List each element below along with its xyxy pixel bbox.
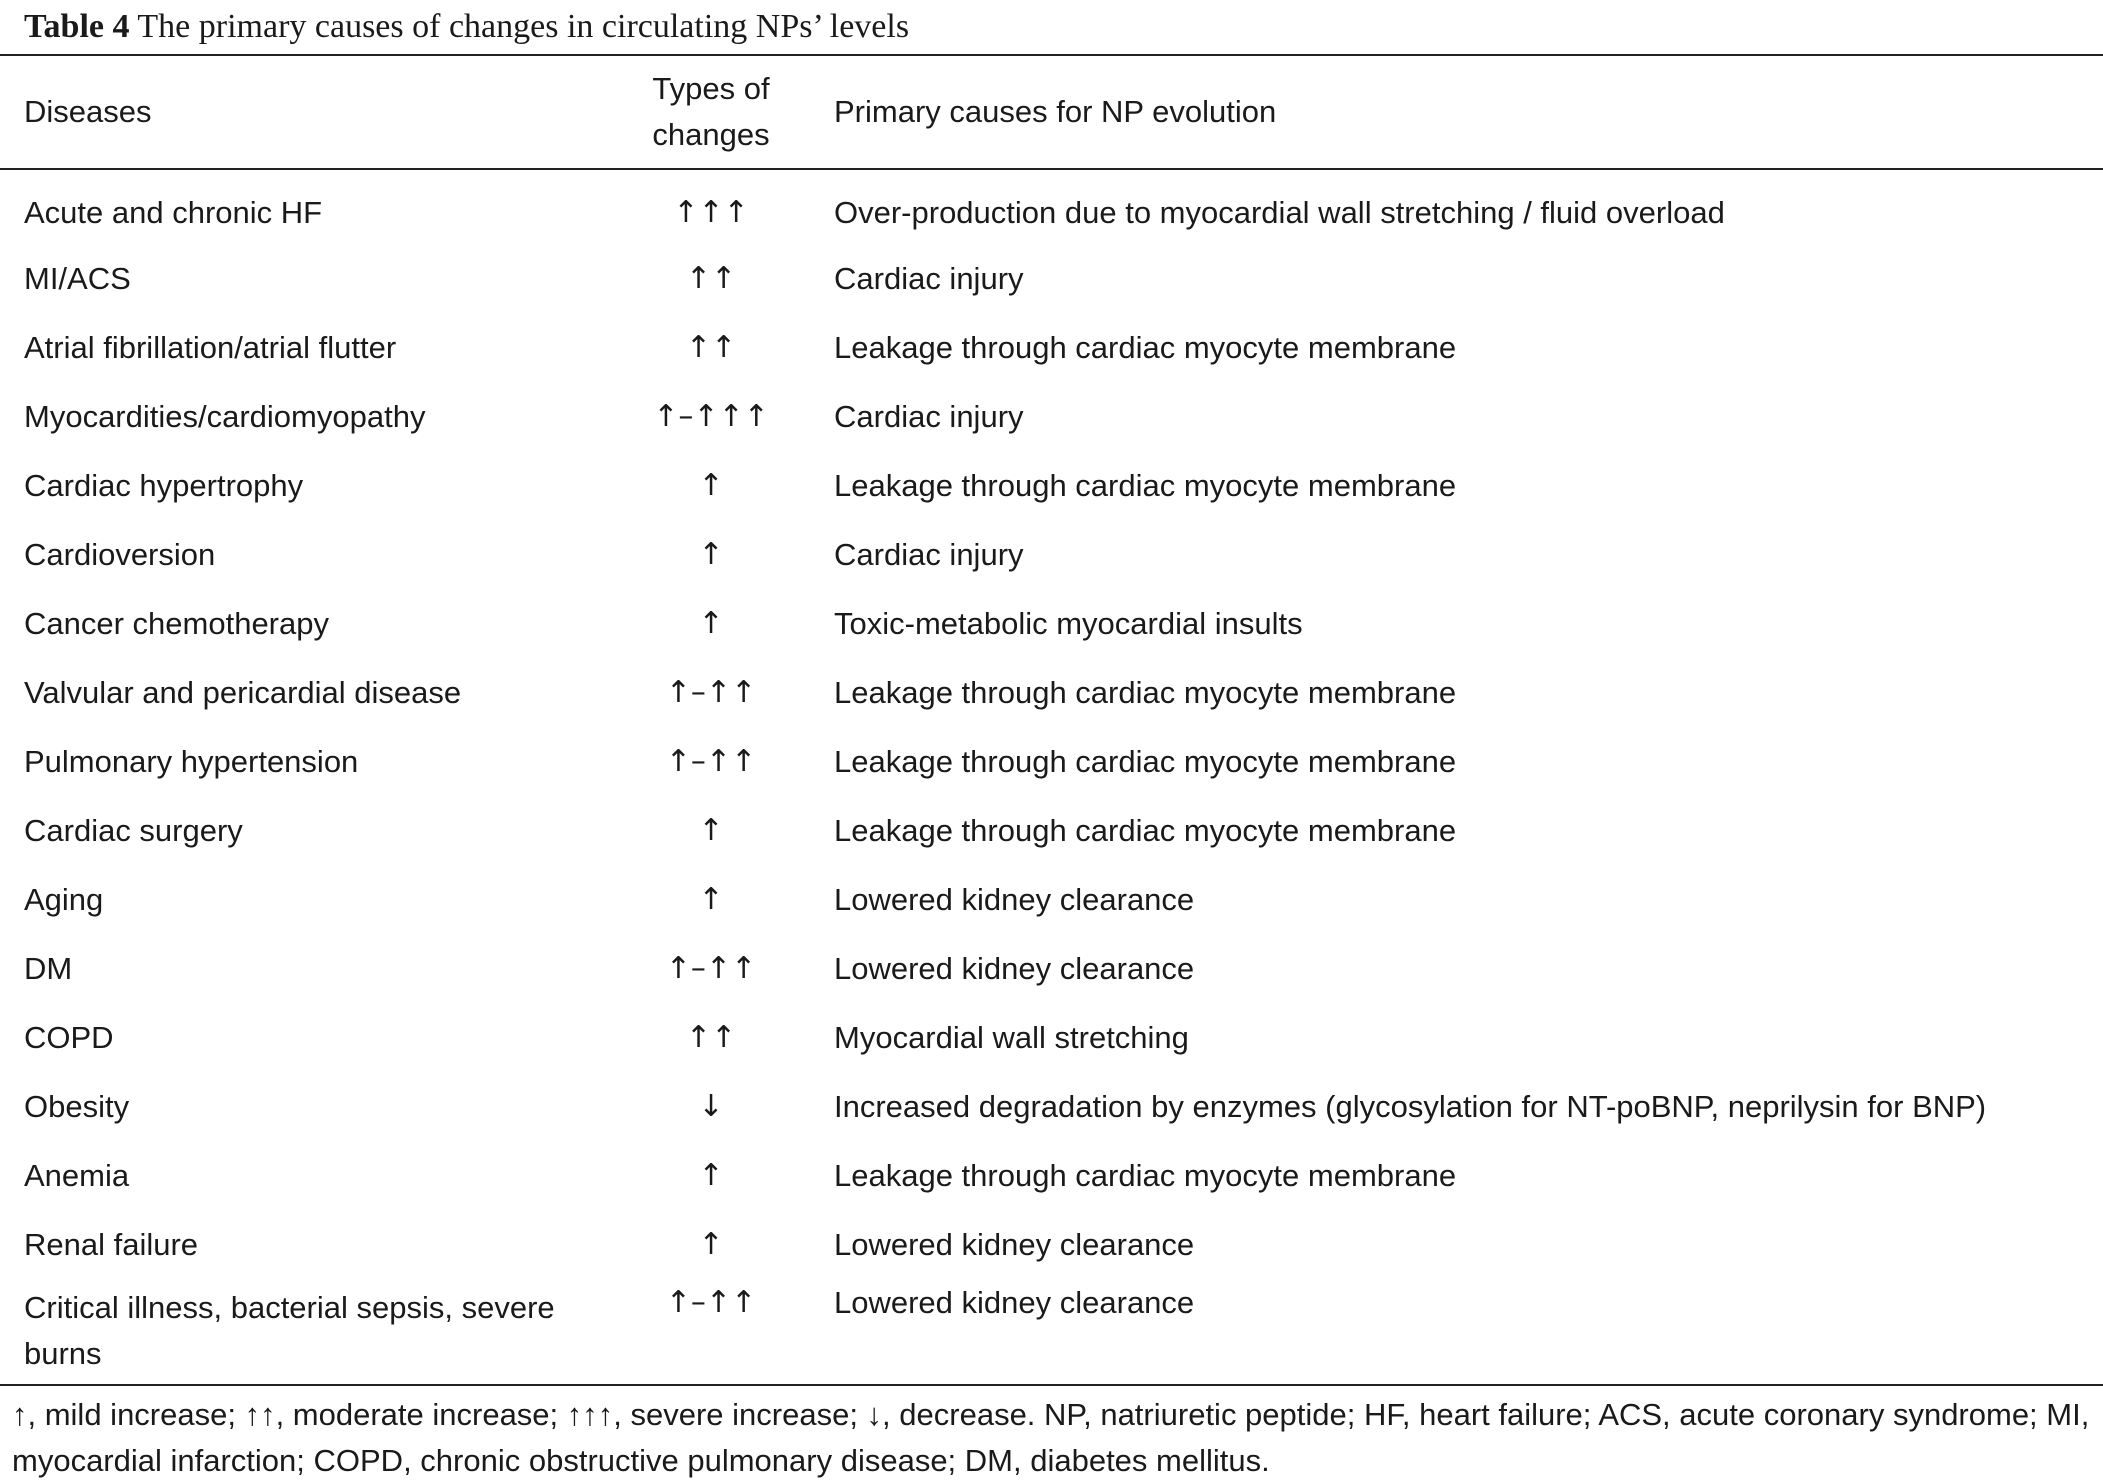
change-type-cell: ↓ bbox=[698, 1089, 724, 1124]
primary-cause-cell: Lowered kidney clearance bbox=[834, 1226, 1195, 1262]
table-row bbox=[0, 1279, 2103, 1385]
primary-cause-cell: Cardiac injury bbox=[834, 260, 1024, 296]
header-primary-causes: Primary causes for NP evolution bbox=[834, 94, 1277, 129]
table-row bbox=[0, 1003, 2103, 1072]
change-type-cell: ↑ bbox=[698, 537, 724, 572]
change-type-cell: ↑ bbox=[698, 1158, 724, 1193]
primary-cause-cell: Leakage through cardiac myocyte membrane bbox=[834, 1157, 1457, 1193]
primary-cause-cell: Cardiac injury bbox=[834, 398, 1024, 434]
table-row bbox=[0, 1210, 2103, 1279]
table-row bbox=[0, 589, 2103, 658]
disease-cell: Pulmonary hypertension bbox=[24, 743, 359, 779]
header-row bbox=[0, 57, 2103, 167]
table-row bbox=[0, 865, 2103, 934]
disease-cell: Acute and chronic HF bbox=[24, 194, 323, 230]
top-rule bbox=[0, 54, 2103, 56]
primary-cause-cell: Increased degradation by enzymes (glycosylation for NT-poBNP, neprilysin for BNP) bbox=[834, 1088, 1987, 1124]
change-type-cell: ↑ bbox=[698, 813, 724, 848]
table-row bbox=[0, 658, 2103, 727]
primary-cause-cell: Lowered kidney clearance bbox=[834, 950, 1195, 986]
change-type-cell: ↑ bbox=[698, 882, 724, 917]
table-row bbox=[0, 451, 2103, 520]
primary-cause-cell: Leakage through cardiac myocyte membrane bbox=[834, 467, 1457, 503]
table-body bbox=[0, 167, 2103, 1385]
disease-cell: Aging bbox=[24, 881, 104, 917]
disease-cell: DM bbox=[24, 950, 73, 986]
change-type-cell: ↑–↑↑ bbox=[665, 951, 757, 986]
table-caption bbox=[24, 4, 909, 50]
disease-cell: Cardioversion bbox=[24, 536, 216, 572]
table-row bbox=[0, 1072, 2103, 1141]
table-row bbox=[0, 934, 2103, 1003]
primary-cause-cell: Lowered kidney clearance bbox=[834, 881, 1195, 917]
disease-cell: Obesity bbox=[24, 1088, 130, 1124]
primary-cause-cell: Lowered kidney clearance bbox=[834, 1285, 1195, 1320]
table-row bbox=[0, 796, 2103, 865]
table-row bbox=[0, 244, 2103, 313]
table-row bbox=[0, 1141, 2103, 1210]
change-type-cell: ↑ bbox=[698, 606, 724, 641]
change-type-cell: ↑–↑↑ bbox=[665, 744, 757, 779]
table-row bbox=[0, 313, 2103, 382]
change-type-cell: ↑↑↑ bbox=[673, 195, 749, 230]
disease-cell: Critical illness, bacterial sepsis, severe burns bbox=[24, 1290, 555, 1371]
primary-cause-cell: Leakage through cardiac myocyte membrane bbox=[834, 329, 1457, 365]
table-row bbox=[0, 382, 2103, 451]
change-type-cell: ↑ bbox=[698, 468, 724, 503]
change-type-cell: ↑↑ bbox=[685, 1020, 737, 1055]
change-type-cell: ↑–↑↑ bbox=[665, 675, 757, 710]
primary-cause-cell: Cardiac injury bbox=[834, 536, 1024, 572]
header-diseases: Diseases bbox=[24, 94, 152, 129]
header-types-text: Types of changes bbox=[652, 71, 770, 152]
primary-cause-cell: Leakage through cardiac myocyte membrane bbox=[834, 674, 1457, 710]
primary-cause-cell: Myocardial wall stretching bbox=[834, 1019, 1189, 1055]
disease-cell: Cardiac hypertrophy bbox=[24, 467, 304, 503]
header-types-of-changes bbox=[600, 57, 822, 167]
disease-cell: Atrial fibrillation/atrial flutter bbox=[24, 329, 397, 365]
disease-cell: COPD bbox=[24, 1019, 114, 1055]
disease-cell: Cardiac surgery bbox=[24, 812, 243, 848]
primary-cause-cell: Toxic-metabolic myocardial insults bbox=[834, 605, 1303, 641]
change-type-cell: ↑–↑↑↑ bbox=[653, 399, 769, 434]
table-row bbox=[0, 167, 2103, 244]
np-causes-table bbox=[0, 57, 2103, 1385]
table-title: The primary causes of changes in circulating NPs’ levels bbox=[137, 8, 910, 45]
change-type-cell: ↑–↑↑ bbox=[665, 1285, 757, 1320]
disease-cell: Renal failure bbox=[24, 1226, 199, 1262]
primary-cause-cell: Leakage through cardiac myocyte membrane bbox=[834, 743, 1457, 779]
table-label: Table 4 bbox=[24, 8, 130, 45]
table-row bbox=[0, 727, 2103, 796]
disease-cell: Cancer chemotherapy bbox=[24, 605, 329, 641]
change-type-cell: ↑ bbox=[698, 1227, 724, 1262]
disease-cell: Valvular and pericardial disease bbox=[24, 674, 462, 710]
disease-cell: Myocardities/cardiomyopathy bbox=[24, 398, 426, 434]
table-footnote: ↑, mild increase; ↑↑, moderate increase; ↑↑↑, severe increase; ↓, decrease. NP, natriuretic peptide; HF, heart failure; ACS, acute coronary syndrome; MI, myocardial infarction; COPD, chronic obstructive pulmonary disease; DM, diabetes mellitus. bbox=[12, 1397, 2090, 1478]
primary-cause-cell: Leakage through cardiac myocyte membrane bbox=[834, 812, 1457, 848]
disease-cell: Anemia bbox=[24, 1157, 130, 1193]
table-row bbox=[0, 520, 2103, 589]
primary-cause-cell: Over-production due to myocardial wall stretching / fluid overload bbox=[834, 194, 1725, 230]
disease-cell: MI/ACS bbox=[24, 260, 131, 296]
change-type-cell: ↑↑ bbox=[685, 330, 737, 365]
change-type-cell: ↑↑ bbox=[685, 261, 737, 296]
